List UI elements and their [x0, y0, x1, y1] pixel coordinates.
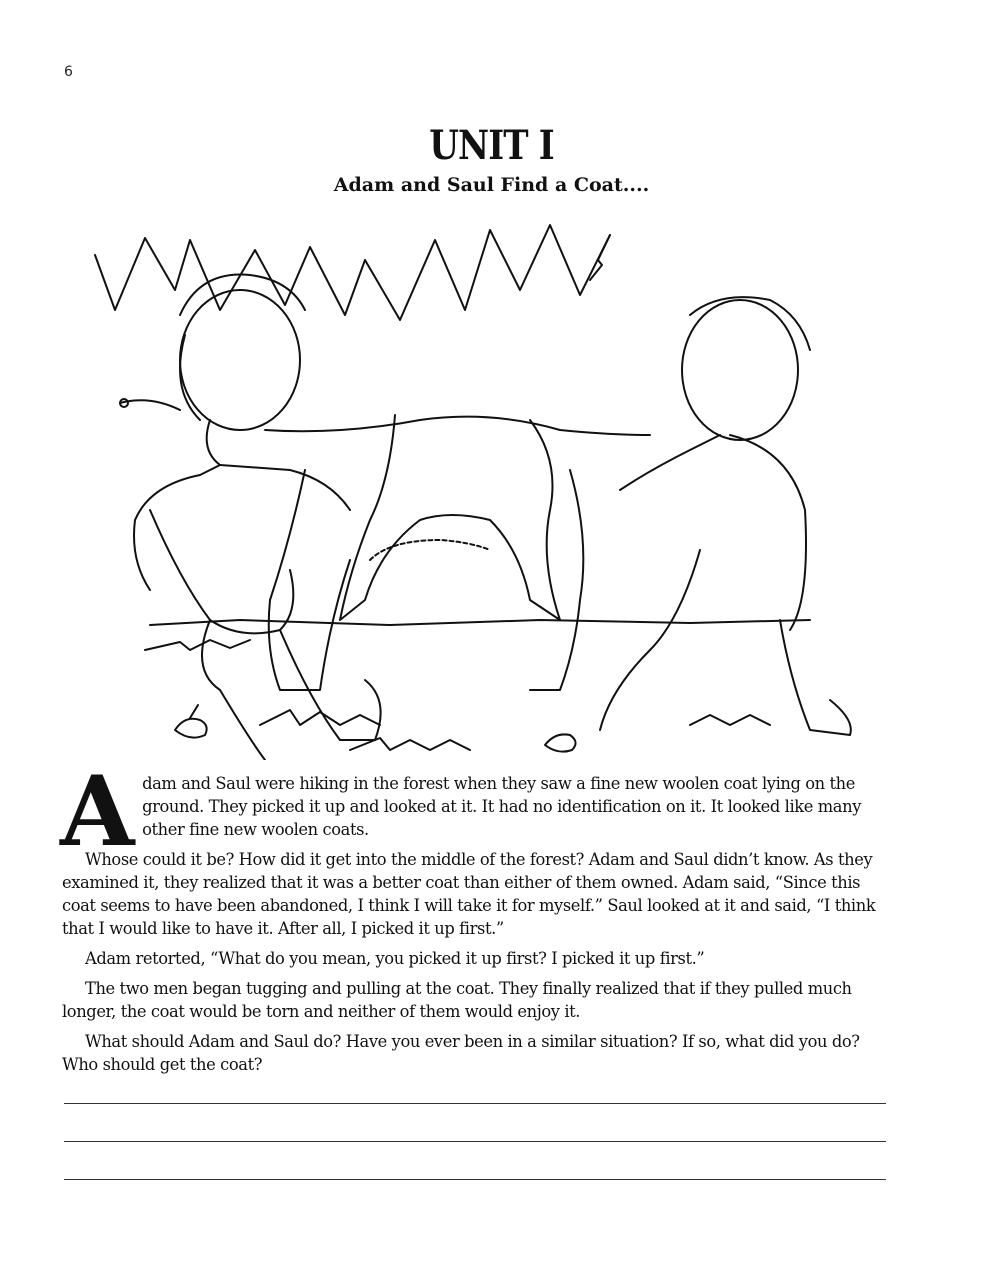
- unit-title: UNIT I: [429, 122, 554, 169]
- answer-line-2[interactable]: [64, 1141, 886, 1142]
- paragraph-text: dam and Saul were hiking in the forest when they saw a fine new woolen coat lying on the ground. They picked it up and looked at it. It had no identification on it. It looked like many other fine new woolen coats.: [142, 774, 861, 839]
- unit-subtitle: Adam and Saul Find a Coat....: [333, 174, 650, 196]
- answer-line-3[interactable]: [64, 1179, 886, 1180]
- leaves-icon: [175, 705, 576, 752]
- pine-trees-icon: [95, 225, 610, 320]
- story-paragraph-4: The two men began tugging and pulling at the coat. They finally realized that if they pulled much longer, the coat would be torn and neither of them would enjoy it.: [62, 979, 852, 1021]
- page-number: 6: [64, 64, 73, 80]
- drop-cap: A: [60, 755, 135, 868]
- answer-line-1[interactable]: [64, 1103, 886, 1104]
- story-paragraph-3: Adam retorted, “What do you mean, you picked it up first? I picked it up first.”: [85, 949, 705, 968]
- story-paragraph-5: What should Adam and Saul do? Have you ever been in a similar situation? If so, what did you do? Who should get the coat?: [62, 1032, 860, 1074]
- story-paragraph-2: Whose could it be? How did it get into the middle of the forest? Adam and Saul didn’t know. As they examined it, they realized that it was a better coat than either of them owned. Adam said, “Since this coat seems to have been abandoned, I think I will take it for myself.” Saul looked at it and said, “I think that I would like to have it. After all, I picked it up first.”: [62, 850, 876, 938]
- left-man-icon: [120, 275, 381, 761]
- right-man-icon: [600, 297, 851, 735]
- woolen-coat-icon: [265, 415, 650, 690]
- story-illustration: [90, 220, 890, 760]
- story-paragraph-1: [60, 755, 892, 868]
- story-text: [60, 755, 892, 1083]
